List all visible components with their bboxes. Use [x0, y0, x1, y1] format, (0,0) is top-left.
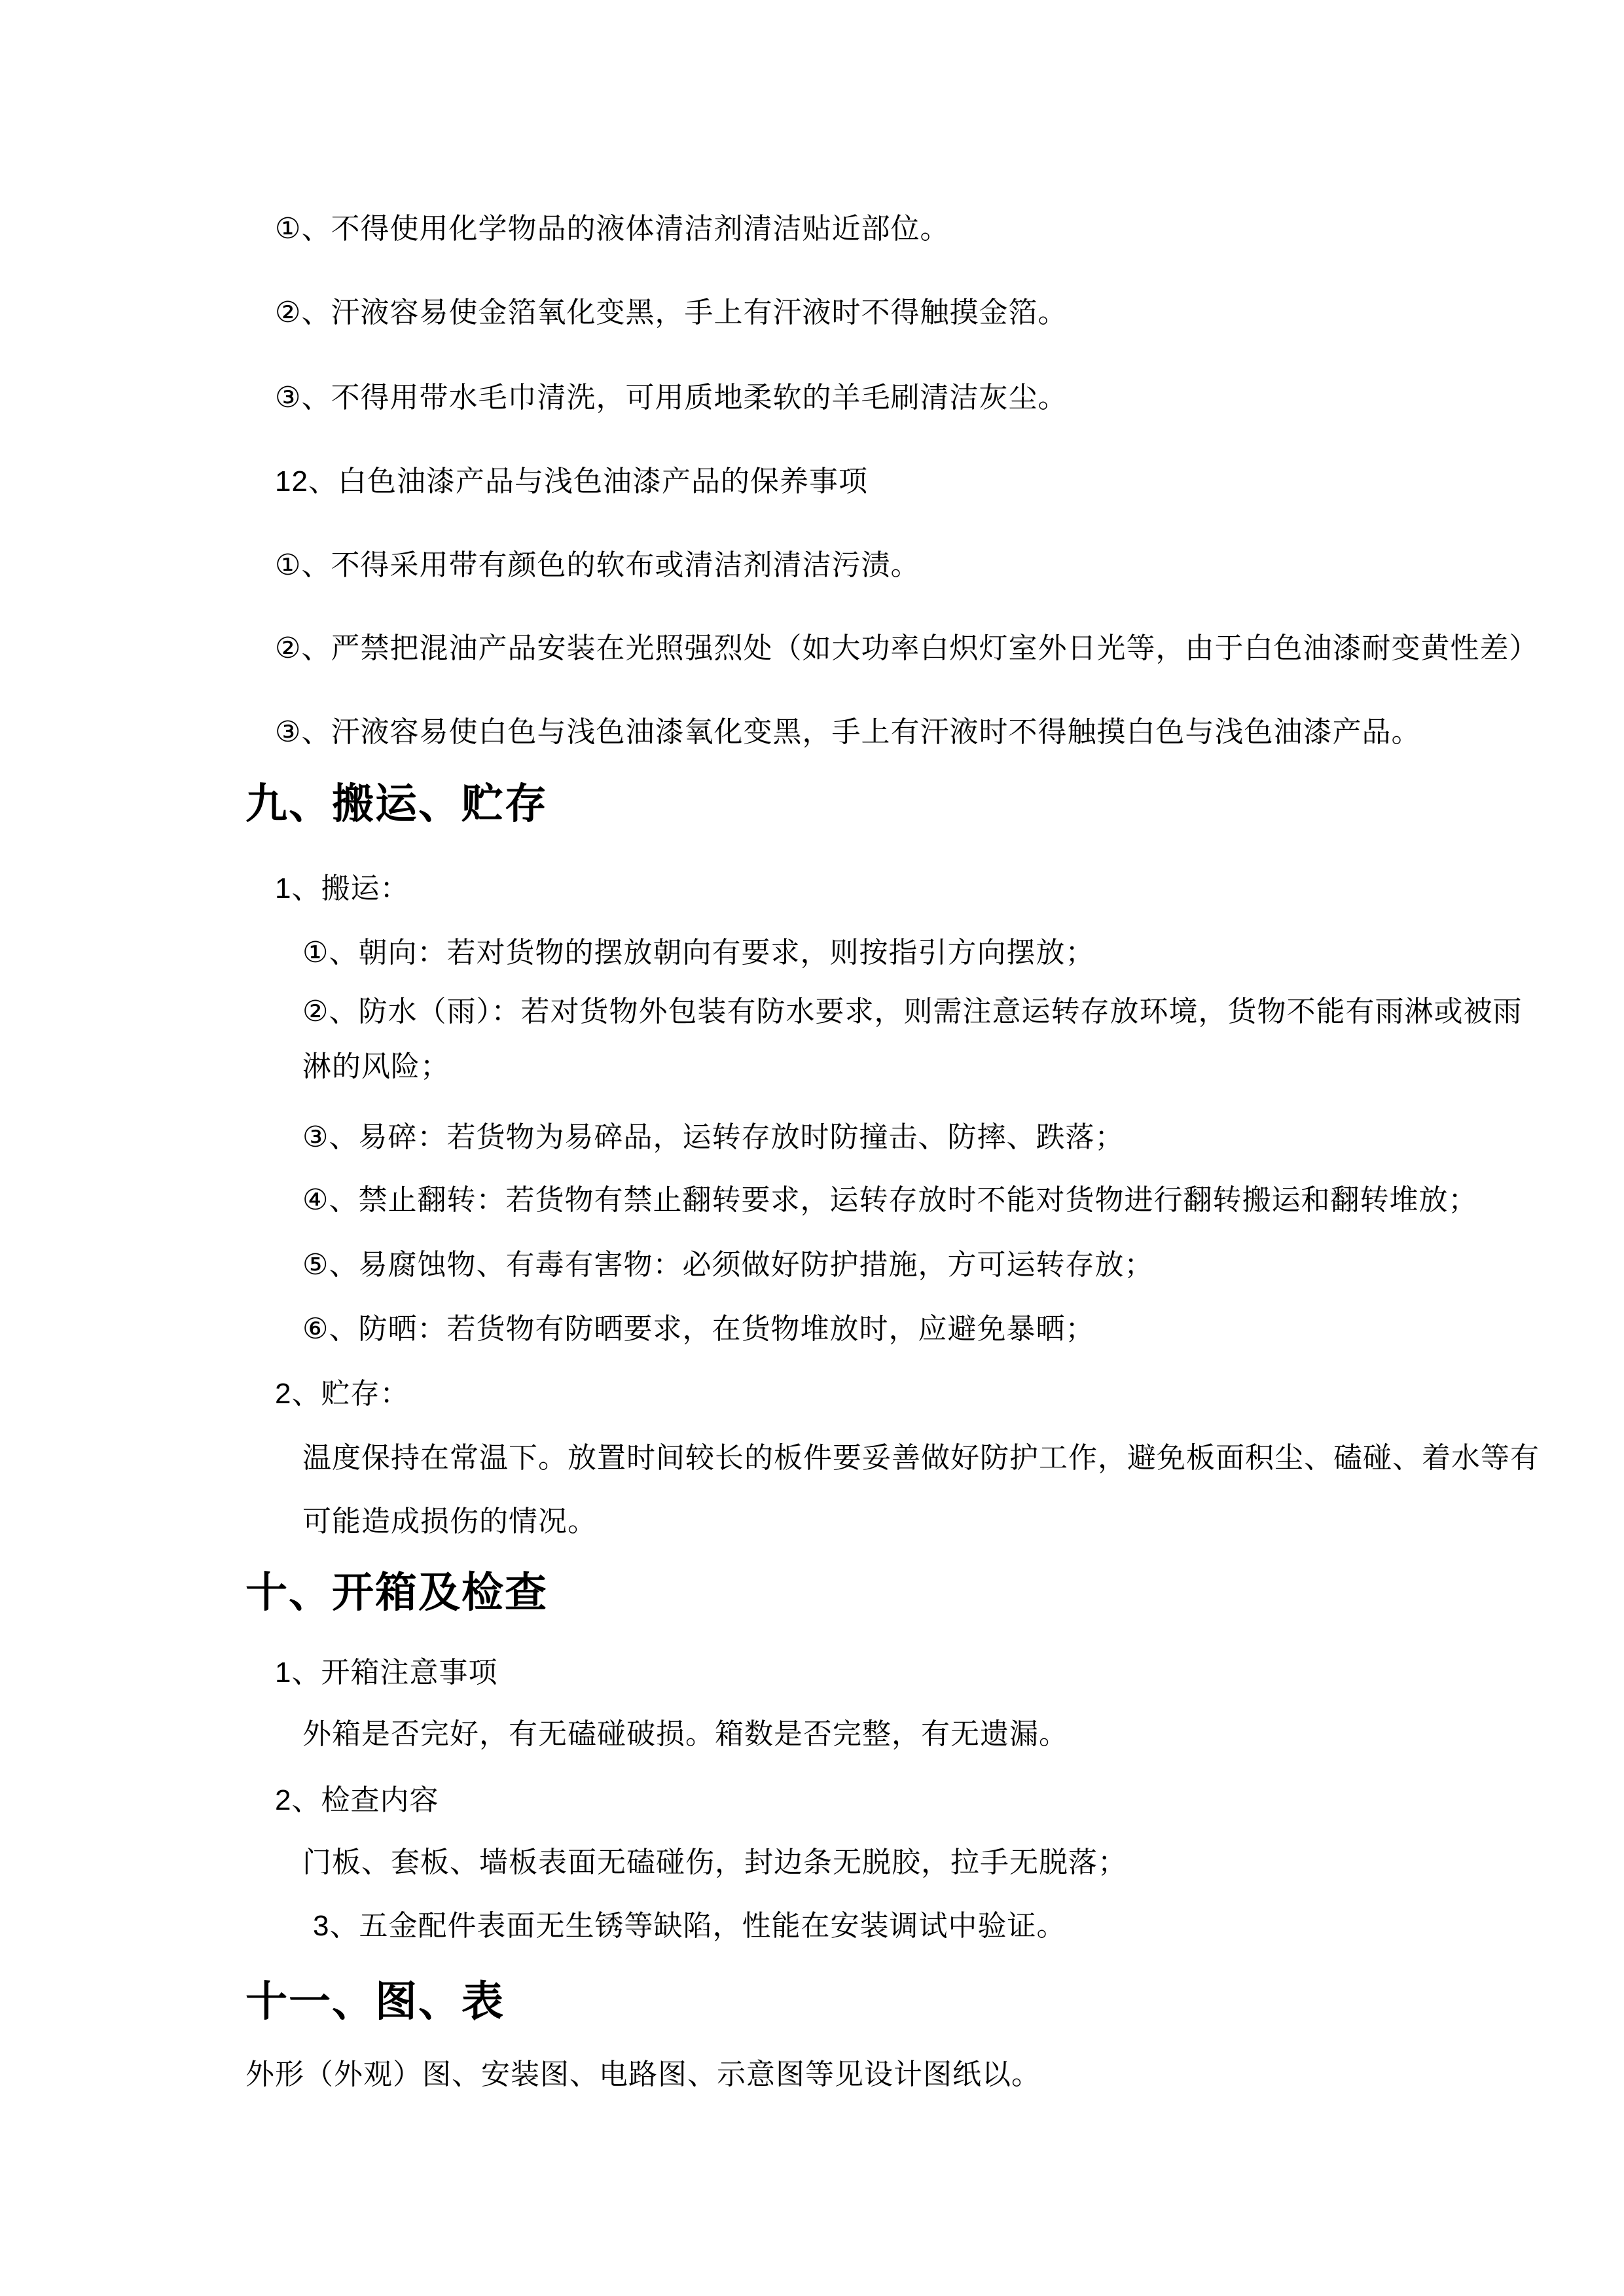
list-item-sweat-white-paint: ③、汗液容易使白色与浅色油漆氧化变黑，手上有汗液时不得触摸白色与浅色油漆产品。 [275, 716, 1421, 748]
paragraph-outer-box-check: 外箱是否完好，有无磕碰破损。箱数是否完整，有无遗漏。 [302, 1718, 1068, 1750]
section-heading-11-figures-tables: 十一、图、表 [245, 1978, 505, 2025]
sub-item-waterproof: ②、防水（雨）：若对货物外包装有防水要求，则需注意运转存放环境，货物不能有雨淋或被雨 [302, 996, 1523, 1028]
section-heading-10-unboxing-inspection: 十、开箱及检查 [245, 1569, 548, 1616]
paragraph-storage-temp-cont: 可能造成损伤的情况。 [302, 1505, 597, 1537]
sub-item-no-flip: ④、禁止翻转：若货物有禁止翻转要求，运转存放时不能对货物进行翻转搬运和翻转堆放； [302, 1184, 1478, 1216]
sub-item-orientation: ①、朝向：若对货物的摆放朝向有要求，则按指引方向摆放； [302, 937, 1095, 969]
paragraph-panel-check: 门板、套板、墙板表面无磕碰伤，封边条无脱胶，拉手无脱落； [302, 1846, 1127, 1878]
list-item-12-white-paint: 12、白色油漆产品与浅色油漆产品的保养事项 [275, 465, 868, 497]
list-item-wet-towel: ③、不得用带水毛巾清洗，可用质地柔软的羊毛刷清洁灰尘。 [275, 382, 1068, 414]
sub-item-waterproof-cont: 淋的风险； [302, 1050, 450, 1083]
list-item-2-storage: 2、贮存： [275, 1378, 410, 1410]
list-item-2-inspection: 2、检查内容 [275, 1784, 439, 1816]
paragraph-drawings-reference: 外形（外观）图、安装图、电路图、示意图等见设计图纸以。 [245, 2058, 1041, 2090]
sub-item-fragile: ③、易碎：若货物为易碎品，运转存放时防撞击、防摔、跌落； [302, 1121, 1125, 1153]
list-item-strong-light: ②、严禁把混油产品安装在光照强烈处（如大功率白炽灯室外日光等，由于白色油漆耐变黄性差） [275, 632, 1539, 664]
sub-item-sun-protection: ⑥、防晒：若货物有防晒要求，在货物堆放时，应避免暴晒； [302, 1313, 1095, 1345]
list-item-sweat-goldfoil: ②、汗液容易使金箔氧化变黑，手上有汗液时不得触摸金箔。 [275, 296, 1068, 329]
list-item-1-unboxing-notes: 1、开箱注意事项 [275, 1657, 498, 1689]
list-item-colored-cloth: ①、不得采用带有颜色的软布或清洁剂清洁污渍。 [275, 549, 920, 581]
sub-item-corrosive: ⑤、易腐蚀物、有毒有害物：必须做好防护措施，方可运转存放； [302, 1249, 1154, 1281]
list-item-clean-agent: ①、不得使用化学物品的液体清洁剂清洁贴近部位。 [275, 213, 950, 245]
list-item-1-transport: 1、搬运： [275, 872, 410, 905]
paragraph-storage-temp: 温度保持在常温下。放置时间较长的板件要妥善做好防护工作，避免板面积尘、磕碰、着水等有 [302, 1442, 1540, 1474]
list-item-3-hardware-check: 3、五金配件表面无生锈等缺陷，性能在安装调试中验证。 [313, 1910, 1066, 1942]
section-heading-9-transport-storage: 九、搬运、贮存 [245, 780, 548, 827]
